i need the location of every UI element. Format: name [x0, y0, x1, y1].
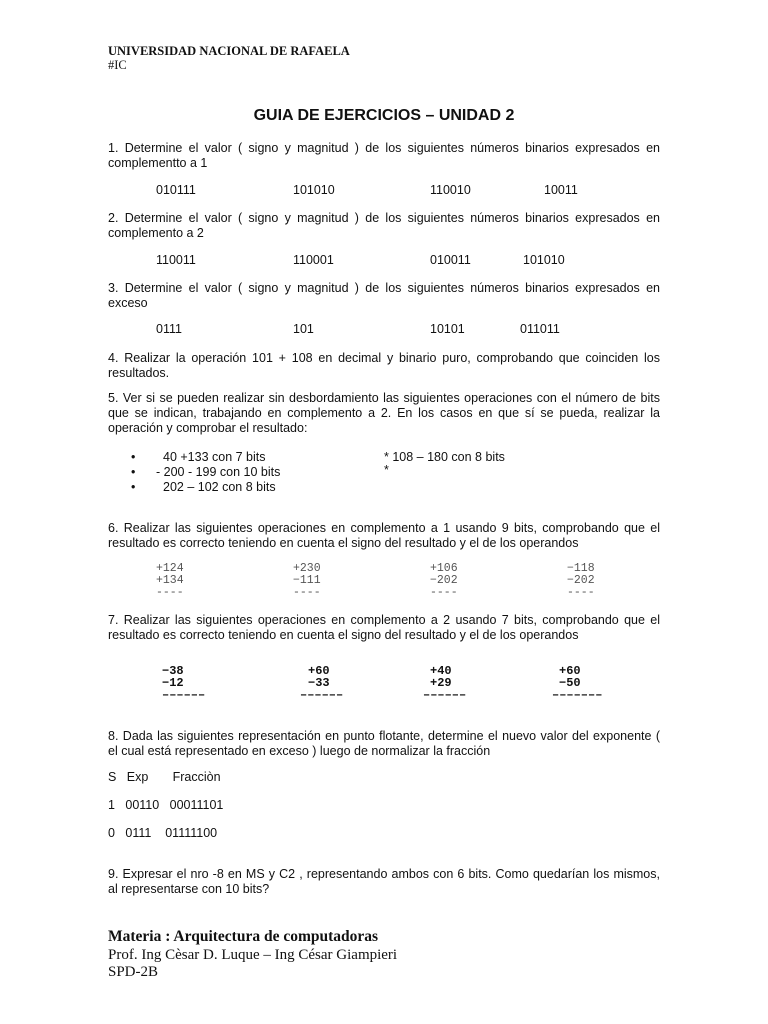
question-8-text: 8. Dada las siguientes representación en punto flotante, determine el nuevo valor del exponente ( el cual está representado en exceso ) luego de normalizar la fracción	[108, 729, 660, 758]
operand-b: −111	[293, 574, 321, 587]
course-code: #IC	[108, 58, 127, 72]
q8-header-row: S Exp Fracciòn	[108, 770, 221, 784]
q3-value-4: 011011	[520, 322, 560, 336]
question-9-text: 9. Expresar el nro -8 en MS y C2 , representando ambos con 6 bits. Como quedarían los mismos, al representarse con 10 bits?	[108, 867, 660, 896]
operand-b: −33	[308, 676, 330, 690]
q2-value-4: 101010	[523, 253, 565, 267]
operand-a: +60	[308, 664, 330, 678]
operand-b: +134	[156, 574, 184, 587]
q7-op-3	[423, 665, 466, 701]
footer-professors: Prof. Ing Cèsar D. Luque – Ing César Giampieri	[108, 947, 398, 963]
question-4-text: 4. Realizar la operación 101 + 108 en decimal y binario puro, comprobando que coinciden los resultados.	[108, 351, 660, 380]
q1-value-3: 110010	[430, 183, 471, 197]
result-line: –––––––	[552, 688, 603, 702]
q5-item-2: - 200 - 199 con 10 bits	[156, 465, 281, 479]
q5-item-3: 202 – 102 con 8 bits	[163, 480, 276, 494]
result-line: ----	[293, 586, 321, 599]
q6-op-4	[567, 563, 595, 599]
question-5-text: 5. Ver si se pueden realizar sin desbordamiento las siguientes operaciones con el número de bits que se indican, trabajando en complemento a 2. En los casos en que sí se pueda, realizar la operación y comprobar el resultado:	[108, 391, 660, 435]
operand-a: +40	[430, 664, 452, 678]
operand-a: +106	[430, 562, 458, 575]
operand-a: −38	[162, 664, 184, 678]
q7-op-1	[162, 665, 205, 701]
q5-item-5: *	[384, 463, 389, 477]
operand-a: +60	[559, 664, 581, 678]
result-line: ----	[567, 586, 595, 599]
question-6-text: 6. Realizar las siguientes operaciones en complemento a 1 usando 9 bits, comprobando que el resultado es correcto teniendo en cuenta el signo del resultado y el de los operandos	[108, 521, 660, 550]
operand-b: −12	[162, 676, 184, 690]
bullet-icon: •	[131, 450, 136, 464]
university-name: UNIVERSIDAD NACIONAL DE RAFAELA	[108, 44, 350, 58]
result-line: ––––––	[162, 688, 206, 702]
operand-b: −202	[567, 574, 595, 587]
q3-value-3: 10101	[430, 322, 465, 336]
operand-b: +29	[430, 676, 452, 690]
q1-value-1: 010111	[156, 183, 196, 197]
q6-op-3	[430, 563, 458, 599]
q1-value-4: 10011	[544, 183, 578, 197]
bullet-icon: •	[131, 480, 136, 494]
q2-value-2: 110001	[293, 253, 334, 267]
result-line: ––––––	[300, 688, 344, 702]
operand-a: −118	[567, 562, 595, 575]
q2-value-1: 110011	[156, 253, 196, 267]
q5-item-4: * 108 – 180 con 8 bits	[384, 450, 505, 464]
footer-code: SPD-2B	[108, 964, 159, 980]
q5-item-1: 40 +133 con 7 bits	[163, 450, 266, 464]
question-3-text: 3. Determine el valor ( signo y magnitud ) de los siguientes números binarios expresados en exceso	[108, 281, 660, 310]
operand-a: +124	[156, 562, 184, 575]
q2-value-3: 010011	[430, 253, 471, 267]
q3-value-1: 0111	[156, 322, 182, 336]
operand-b: −202	[430, 574, 458, 587]
q8-row-2: 0 0111 01111100	[108, 826, 218, 840]
result-line: ----	[430, 586, 458, 599]
operand-a: +230	[293, 562, 321, 575]
result-line: ––––––	[423, 688, 467, 702]
bullet-icon: •	[131, 465, 136, 479]
page-title: GUIA DE EJERCICIOS – UNIDAD 2	[253, 107, 515, 124]
q6-op-2	[293, 563, 321, 599]
question-1-text: 1. Determine el valor ( signo y magnitud ) de los siguientes números binarios expresados en complementto a 1	[108, 141, 660, 170]
operand-b: −50	[559, 676, 581, 690]
question-7-text: 7. Realizar las siguientes operaciones en complemento a 2 usando 7 bits, comprobando que el resultado es correcto teniendo en cuenta el signo del resultado y el de los operandos	[108, 613, 660, 642]
q8-row-1: 1 00110 00011101	[108, 798, 224, 812]
q3-value-2: 101	[293, 322, 314, 336]
q6-op-1	[156, 563, 184, 599]
q7-op-2	[300, 665, 343, 701]
q7-op-4	[552, 665, 602, 701]
q1-value-2: 101010	[293, 183, 335, 197]
footer-subject: Materia : Arquitectura de computadoras	[108, 928, 379, 945]
question-2-text: 2. Determine el valor ( signo y magnitud ) de los siguientes números binarios expresados en complemento a 2	[108, 211, 660, 240]
result-line: ----	[156, 586, 184, 599]
